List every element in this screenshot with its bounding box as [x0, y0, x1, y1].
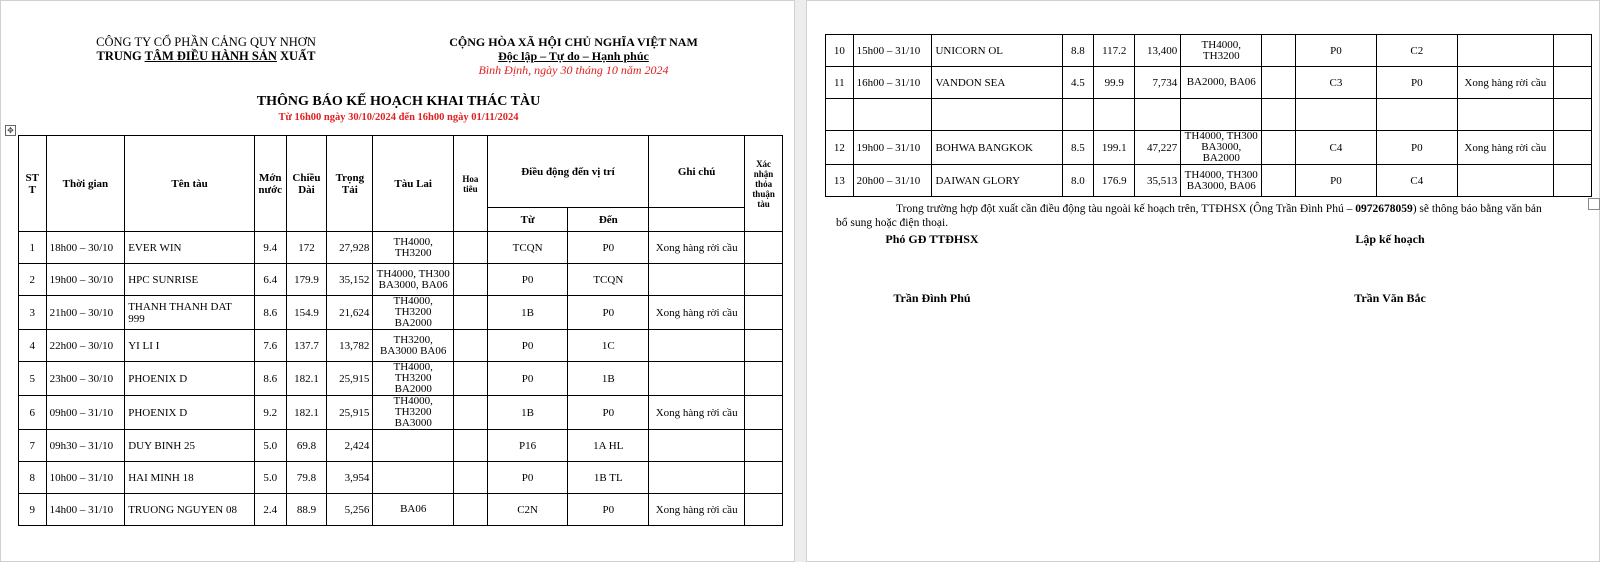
- nation-title: CỘNG HÒA XÃ HỘI CHỦ NGHĨA VIỆT NAM: [449, 35, 698, 49]
- cell-ship: [932, 99, 1062, 131]
- cell-time: 16h00 – 31/10: [853, 67, 932, 99]
- cell-length: 137.7: [286, 330, 327, 362]
- cell-time: 14h00 – 31/10: [46, 494, 125, 526]
- cell-confirm: [745, 296, 783, 330]
- cell-pilot: [1262, 131, 1296, 165]
- cell-from: P0: [487, 264, 568, 296]
- cell-stt: 13: [826, 165, 854, 197]
- cell-draft: 5.0: [254, 430, 286, 462]
- signature-right-title: Lập kế hoạch: [1355, 232, 1425, 246]
- table-row: [826, 35, 1592, 67]
- cell-to: TCQN: [568, 264, 649, 296]
- cell-tonnage: 27,928: [327, 232, 373, 264]
- cell-ship: HAI MINH 18: [125, 462, 255, 494]
- cell-confirm: [1554, 99, 1592, 131]
- signature-left-name: Trần Đình Phú: [893, 291, 971, 305]
- department-name-part: TRUNG: [96, 49, 145, 63]
- cell-ship: VANDON SEA: [932, 67, 1062, 99]
- cell-length: 182.1: [286, 362, 327, 396]
- cell-ship: TRUONG NGUYEN 08: [125, 494, 255, 526]
- cell-tug: TH4000, TH3200: [1181, 35, 1262, 67]
- header-time: Thời gian: [46, 136, 125, 232]
- cell-time: 15h00 – 31/10: [853, 35, 932, 67]
- header-ship: Tên tàu: [125, 136, 255, 232]
- cell-to: P0: [1376, 131, 1457, 165]
- cell-from: P0: [487, 462, 568, 494]
- cell-draft: 8.0: [1062, 165, 1094, 197]
- cell-note: [649, 462, 745, 494]
- cell-to: P0: [568, 494, 649, 526]
- cell-tonnage: 25,915: [327, 396, 373, 430]
- table-row: [826, 165, 1592, 197]
- cell-pilot: [1262, 99, 1296, 131]
- cell-tonnage: 47,227: [1135, 131, 1181, 165]
- place-date: Bình Định, ngày 30 tháng 10 năm 2024: [478, 63, 669, 77]
- header-pilot: Hoa tiêu: [454, 136, 488, 232]
- cell-draft: 9.2: [254, 396, 286, 430]
- cell-tug: TH4000, TH3200 BA2000: [373, 296, 454, 330]
- cell-confirm: [745, 362, 783, 396]
- table-row: [826, 131, 1592, 165]
- cell-note: Xong hàng rời cầu: [649, 232, 745, 264]
- cell-from: P0: [1295, 165, 1376, 197]
- cell-draft: 8.6: [254, 296, 286, 330]
- table-row: [19, 362, 783, 396]
- cell-note: [649, 264, 745, 296]
- cell-time: 20h00 – 31/10: [853, 165, 932, 197]
- cell-stt: 7: [19, 430, 47, 462]
- cell-ship: PHOENIX D: [125, 396, 255, 430]
- cell-draft: 8.5: [1062, 131, 1094, 165]
- cell-draft: 2.4: [254, 494, 286, 526]
- cell-length: 172: [286, 232, 327, 264]
- signature-left-title: Phó GĐ TTĐHSX: [885, 232, 979, 246]
- cell-to: 1C: [568, 330, 649, 362]
- cell-tug: BA2000, BA06: [1181, 67, 1262, 99]
- cell-note: [1457, 99, 1553, 131]
- cell-length: [1094, 99, 1135, 131]
- cell-confirm: [1554, 131, 1592, 165]
- schedule-table: [18, 135, 783, 526]
- cell-tonnage: 3,954: [327, 462, 373, 494]
- cell-ship: PHOENIX D: [125, 362, 255, 396]
- table-row: [19, 330, 783, 362]
- cell-length: 179.9: [286, 264, 327, 296]
- table-row: [19, 232, 783, 264]
- cell-stt: 4: [19, 330, 47, 362]
- cell-time: 09h30 – 31/10: [46, 430, 125, 462]
- header-from: Từ: [487, 208, 568, 232]
- cell-draft: 4.5: [1062, 67, 1094, 99]
- cell-tonnage: 13,782: [327, 330, 373, 362]
- cell-to: P0: [568, 296, 649, 330]
- header-tonnage: Trọng Tải: [327, 136, 373, 232]
- cell-from: P16: [487, 430, 568, 462]
- national-motto: Độc lập – Tự do – Hạnh phúc: [498, 49, 649, 63]
- cell-tug: BA06: [373, 494, 454, 526]
- cell-length: 199.1: [1094, 131, 1135, 165]
- cell-stt: 11: [826, 67, 854, 99]
- schedule-table-continued: [825, 34, 1592, 197]
- cell-stt: 12: [826, 131, 854, 165]
- cell-tug: TH4000, TH3200 BA2000: [373, 362, 454, 396]
- cell-to: [1376, 99, 1457, 131]
- cell-length: 154.9: [286, 296, 327, 330]
- header-draft: Mớn nước: [254, 136, 286, 232]
- cell-draft: 5.0: [254, 462, 286, 494]
- header-length: Chiều Dài: [286, 136, 327, 232]
- cell-note: Xong hàng rời cầu: [1457, 131, 1553, 165]
- cell-ship: THANH THANH DAT 999: [125, 296, 255, 330]
- cell-tonnage: 13,400: [1135, 35, 1181, 67]
- cell-length: 182.1: [286, 396, 327, 430]
- cell-tug: [373, 430, 454, 462]
- cell-note: Xong hàng rời cầu: [649, 296, 745, 330]
- table-row: [19, 264, 783, 296]
- company-name: CÔNG TY CỔ PHẦN CẢNG QUY NHƠN: [96, 35, 316, 49]
- cell-note: Xong hàng rời cầu: [1457, 67, 1553, 99]
- cell-stt: [826, 99, 854, 131]
- cell-pilot: [454, 430, 488, 462]
- cell-confirm: [1554, 165, 1592, 197]
- table-row: [826, 67, 1592, 99]
- cell-time: 09h00 – 31/10: [46, 396, 125, 430]
- cell-pilot: [454, 264, 488, 296]
- cell-confirm: [745, 264, 783, 296]
- cell-note: [649, 430, 745, 462]
- cell-pilot: [1262, 67, 1296, 99]
- cell-to: 1B: [568, 362, 649, 396]
- cell-pilot: [454, 330, 488, 362]
- cell-draft: 8.6: [254, 362, 286, 396]
- cell-note: Xong hàng rời cầu: [649, 494, 745, 526]
- cell-confirm: [745, 494, 783, 526]
- cell-tug: TH3200, BA3000 BA06: [373, 330, 454, 362]
- notice-text: Trong trường hợp đột xuất cần điều động tàu ngoài kế hoạch trên, TTĐHSX (Ông Trần Đình Phú –: [896, 203, 1356, 215]
- table-row: [19, 396, 783, 430]
- cell-confirm: [745, 430, 783, 462]
- national-header: [431, 35, 716, 77]
- cell-stt: 10: [826, 35, 854, 67]
- cell-pilot: [454, 362, 488, 396]
- cell-time: 22h00 – 30/10: [46, 330, 125, 362]
- cell-ship: HPC SUNRISE: [125, 264, 255, 296]
- cell-draft: 6.4: [254, 264, 286, 296]
- cell-to: C2: [1376, 35, 1457, 67]
- cell-confirm: [745, 330, 783, 362]
- cell-pilot: [454, 296, 488, 330]
- cell-tug: TH4000, TH300 BA3000, BA06: [373, 264, 454, 296]
- cell-from: [1295, 99, 1376, 131]
- cell-tonnage: 2,424: [327, 430, 373, 462]
- cell-to: 1A HL: [568, 430, 649, 462]
- cell-stt: 9: [19, 494, 47, 526]
- cell-time: 23h00 – 30/10: [46, 362, 125, 396]
- table-row: [19, 296, 783, 330]
- cell-note: [649, 330, 745, 362]
- cell-tonnage: 25,915: [327, 362, 373, 396]
- cell-stt: 5: [19, 362, 47, 396]
- cell-tug: [1181, 99, 1262, 131]
- cell-length: 117.2: [1094, 35, 1135, 67]
- cell-confirm: [745, 462, 783, 494]
- cell-from: C3: [1295, 67, 1376, 99]
- cell-stt: 3: [19, 296, 47, 330]
- table-row: [19, 462, 783, 494]
- document-title: THÔNG BÁO KẾ HOẠCH KHAI THÁC TÀU: [256, 94, 541, 109]
- cell-tug: TH4000, TH3200 BA3000: [373, 396, 454, 430]
- header-to: Đến: [568, 208, 649, 232]
- cell-stt: 1: [19, 232, 47, 264]
- notice-paragraph: [836, 202, 1556, 230]
- cell-from: P0: [1295, 35, 1376, 67]
- header-move: Điều động đến vị trí: [487, 136, 648, 208]
- cell-time: 18h00 – 30/10: [46, 232, 125, 264]
- cell-tug: TH4000, TH300 BA3000, BA2000: [1181, 131, 1262, 165]
- cell-to: P0: [1376, 67, 1457, 99]
- cell-draft: 8.8: [1062, 35, 1094, 67]
- cell-pilot: [454, 462, 488, 494]
- cell-draft: [1062, 99, 1094, 131]
- cell-draft: 7.6: [254, 330, 286, 362]
- cell-ship: UNICORN OL: [932, 35, 1062, 67]
- cell-time: 19h00 – 30/10: [46, 264, 125, 296]
- cell-from: P0: [487, 362, 568, 396]
- department-name-part: XUẤT: [276, 49, 316, 63]
- cell-note: Xong hàng rời cầu: [649, 396, 745, 430]
- header-note-empty: [649, 208, 745, 232]
- cell-to: P0: [568, 396, 649, 430]
- cell-confirm: [1554, 35, 1592, 67]
- document-page-1: [0, 0, 795, 562]
- signature-right-name: Trần Văn Bắc: [1354, 291, 1426, 305]
- cell-ship: DAIWAN GLORY: [932, 165, 1062, 197]
- table-resize-handle[interactable]: [1588, 198, 1600, 210]
- cell-length: 69.8: [286, 430, 327, 462]
- cell-tug: TH4000, TH300 BA3000, BA06: [1181, 165, 1262, 197]
- cell-tonnage: 7,734: [1135, 67, 1181, 99]
- cell-ship: EVER WIN: [125, 232, 255, 264]
- cell-pilot: [454, 232, 488, 264]
- cell-tonnage: 21,624: [327, 296, 373, 330]
- cell-length: 99.9: [1094, 67, 1135, 99]
- company-header: [61, 35, 351, 63]
- cell-from: 1B: [487, 396, 568, 430]
- cell-stt: 8: [19, 462, 47, 494]
- cell-length: 176.9: [1094, 165, 1135, 197]
- cell-pilot: [1262, 165, 1296, 197]
- cell-ship: YI LI I: [125, 330, 255, 362]
- cell-length: 79.8: [286, 462, 327, 494]
- cell-pilot: [454, 396, 488, 430]
- cell-from: TCQN: [487, 232, 568, 264]
- cell-tug: TH4000, TH3200: [373, 232, 454, 264]
- cell-tonnage: [1135, 99, 1181, 131]
- cell-to: P0: [568, 232, 649, 264]
- header-note: Ghi chú: [649, 136, 745, 208]
- cell-confirm: [745, 396, 783, 430]
- notice-phone: 0972678059: [1355, 203, 1413, 215]
- cell-confirm: [745, 232, 783, 264]
- notice-text-end: ) sẽ thông báo bằng văn bản bổ sung hoặc điện thoại.: [836, 203, 1542, 229]
- header-tug: Tàu Lai: [373, 136, 454, 232]
- table-row: [19, 494, 783, 526]
- table-row: [826, 99, 1592, 131]
- department-name-underlined: TÂM ĐIỀU HÀNH SẢN: [144, 49, 277, 63]
- cell-draft: 9.4: [254, 232, 286, 264]
- cell-tonnage: 5,256: [327, 494, 373, 526]
- cell-tug: [373, 462, 454, 494]
- cell-tonnage: 35,152: [327, 264, 373, 296]
- cell-from: P0: [487, 330, 568, 362]
- cell-from: 1B: [487, 296, 568, 330]
- cell-time: 21h00 – 30/10: [46, 296, 125, 330]
- cell-note: [649, 362, 745, 396]
- cell-pilot: [454, 494, 488, 526]
- cell-to: 1B TL: [568, 462, 649, 494]
- cell-ship: BOHWA BANGKOK: [932, 131, 1062, 165]
- cell-time: 19h00 – 31/10: [853, 131, 932, 165]
- cell-length: 88.9: [286, 494, 327, 526]
- cell-time: 10h00 – 31/10: [46, 462, 125, 494]
- cell-tonnage: 35,513: [1135, 165, 1181, 197]
- header-confirm: Xác nhận thỏa thuận tàu: [745, 136, 783, 232]
- department-name: [61, 49, 351, 63]
- document-subtitle: Từ 16h00 ngày 30/10/2024 đến 16h00 ngày 01/11/2024: [278, 112, 519, 123]
- cell-stt: 6: [19, 396, 47, 430]
- cell-ship: DUY BINH 25: [125, 430, 255, 462]
- cell-from: C2N: [487, 494, 568, 526]
- cell-note: [1457, 165, 1553, 197]
- table-move-icon[interactable]: ✥: [5, 125, 16, 136]
- cell-confirm: [1554, 67, 1592, 99]
- cell-to: C4: [1376, 165, 1457, 197]
- cell-note: [1457, 35, 1553, 67]
- cell-from: C4: [1295, 131, 1376, 165]
- cell-time: [853, 99, 932, 131]
- cell-pilot: [1262, 35, 1296, 67]
- header-stt: ST T: [19, 136, 47, 232]
- table-row: [19, 430, 783, 462]
- cell-stt: 2: [19, 264, 47, 296]
